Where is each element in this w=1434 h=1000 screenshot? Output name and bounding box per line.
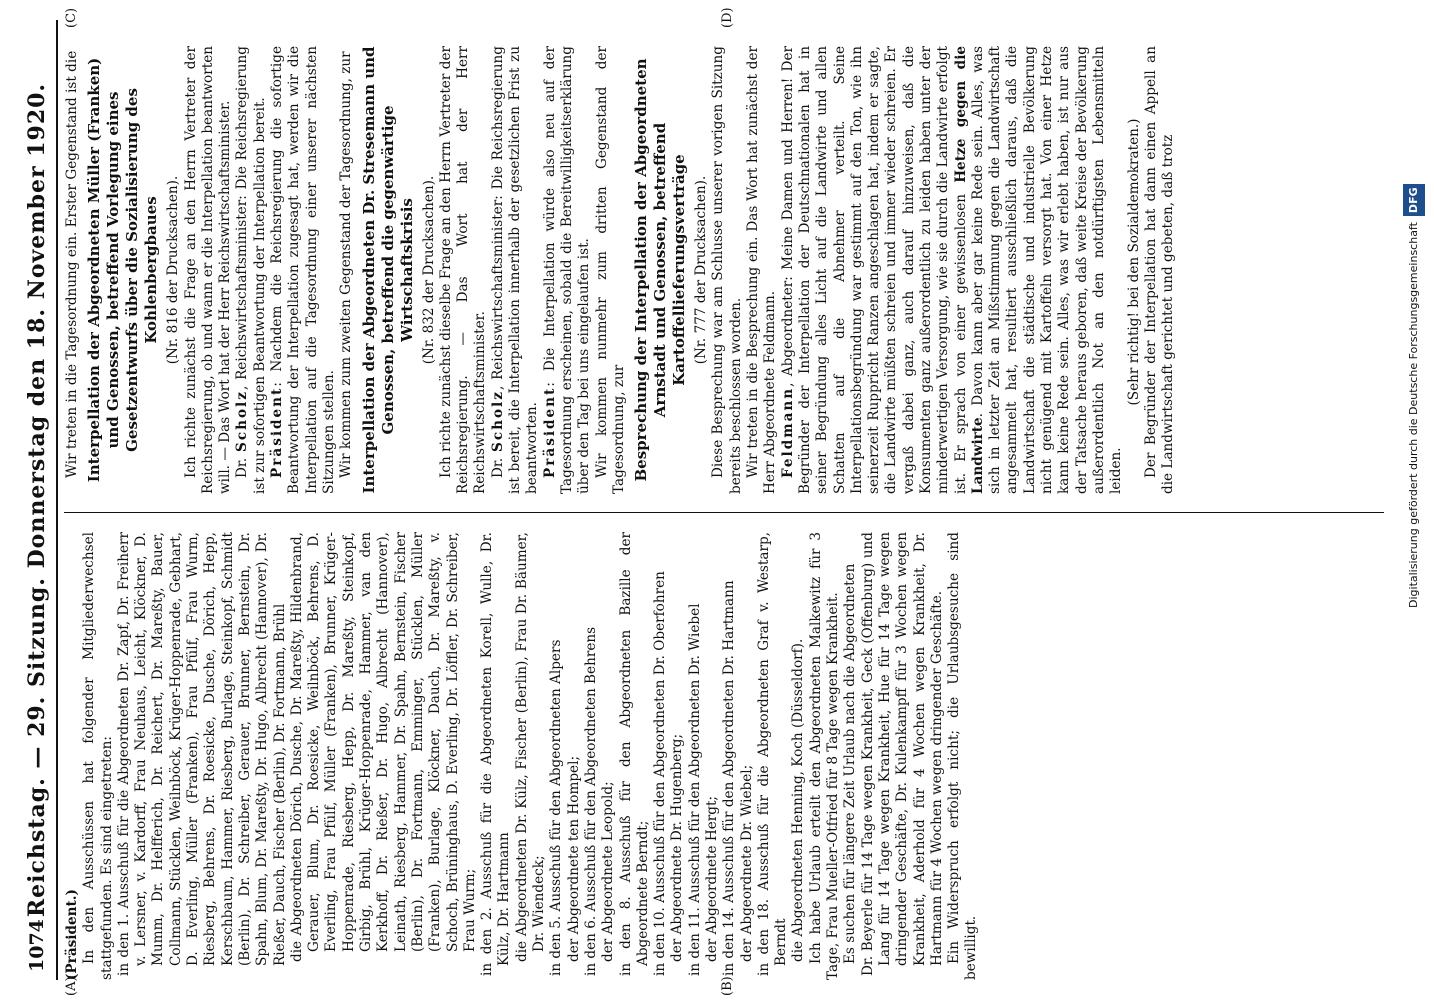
digitization-note (1403, 8, 1427, 608)
committee-replacement: der Abgeordnete ten Hompel; (565, 755, 582, 962)
paragraph: Ich richte zunächst die Frage an den Herrn Vertreter der Reichsregierung, ob und wann er die Interpellation beantworten will. — Das Wort hat der Herr Reichswirtschaftsminister. (182, 46, 234, 494)
speech-text: : Nachdem die Reichsregierung die sofortige Beantwortung der Interpellation zugesagt hat, werden wir die Interpellation auf die Tagesordnung einer unserer nächsten Sitzungen stellen. (269, 46, 337, 494)
committee-entry: in den 14. Ausschuß für den Abgeordneten Dr. Hartmann (721, 580, 738, 976)
committee-replacement: der Abgeordnete Dr. Wiebel; (738, 764, 755, 962)
left-column (64, 532, 981, 980)
paragraph: Wir kommen zum zweiten Gegenstand der Tagesordnung, zur (338, 51, 355, 478)
page-title: Reichstag. — 29. Sitzung. Donnerstag den 18. November 1920. (24, 82, 50, 918)
speech-text: : Die Interpellation würde also neu auf der Tagesordnung erscheinen, sobald die Bereitwilligkeitserklärung über den Tag bei uns eingelaufen ist. (541, 46, 593, 494)
speech-text: . Davon kann aber gar keine Rede sein. Alles, was sich in letzter Zeit an Mißstimmung gegen die Landwirtschaft angesammelt hat, resultiert ausschließlich daraus, daß die Landwirtschaft die städtische und industrielle Bevölkerung nicht genügend mit Kartoffeln versorgt hat. Von einer Hetze kann keine Rede sein. Alles, was wir erlebt haben, ist nur aus der Tatsache heraus geboren, daß weite Kreise der Bevölkerung außerordentlich Not an den notdürftigsten Lebensmitteln leiden. (969, 46, 1125, 494)
leave-requests: Dr. Beyerle für 14 Tage wegen Krankheit, Geck (Offenburg) und Lang für 14 Tage wegen Krankheit, Hue für 14 Tage wegen dringender Geschäfte, Dr. Kulenkampff für 3 Wochen wegen Krankheit, Aderhold für 4 Wochen wegen Krankheit, Dr. Hartmann für 4 Wochen wegen dringender Geschäfte. (859, 532, 945, 976)
committee-entry: in den 10. Ausschuß für den Abgeordneten Dr. Oberfohren (652, 571, 669, 976)
agenda-reference: (Nr. 832 der Drucksachen). (420, 175, 437, 365)
right-column (64, 46, 1177, 494)
paragraph: Diese Besprechung war am Schlusse unserer vorigen Sitzung bereits beschlossen worden. (710, 46, 744, 494)
column-divider (64, 512, 1384, 513)
agenda-reference: (Nr. 777 der Drucksachen). (693, 175, 710, 365)
digitization-note-text: Digitalisierung gefördert durch die Deutsche Forschungsgemeinschaft (1407, 222, 1420, 608)
paragraph: Ich habe Urlaub erteilt den Abgeordneten Malkewitz für 3 Tage, Frau Mueller-Otfried für 8 Tage wegen Krankheit. (807, 532, 842, 980)
speaker-name: Präsident (541, 386, 558, 478)
speaker-name: Scholz (234, 390, 251, 452)
emphasis: Hetze gegen die Landwirte (952, 45, 986, 494)
page-number: 1074 (26, 919, 48, 972)
interjection: (Sehr richtig! bei den Sozialdemokraten.) (1125, 118, 1142, 406)
speaker-prefix: Dr. (489, 451, 506, 478)
paragraph: Der Begründer der Interpellation hat dann einen Appell an die Landwirtschaft gerichtet und gebeten, daß trotz (1142, 46, 1177, 494)
committee-entry: in den 6. Ausschuß für den Abgeordneten Behrens (582, 626, 599, 976)
paragraph (234, 46, 269, 494)
speech-text: , Reichswirtschaftsminister: Die Reichsregierung ist zur sofortigen Beantwortung der Interpellation bereit. (234, 46, 268, 494)
committee-replacement: die Abgeordneten Dörich, Dusche, Dr. Mareßty, Hildenbrand, Gerauer, Blum, Dr. Roesicke, Weilnböck, Behrens, D. Everling, Frau Pfülf, Müller (Franken), Brunner, Krüger-Hoppenrade, Riesberg, Hepp, Dr. Mareßty, Steinkopf, Girbig, Brühl, Krüger-Hoppenrade, Hammer, van den Kerkhoff, Dr. Rießer, Dr. Hugo, Albrecht (Hannover), Leinath, Riesberg, Hammer, Dr. Spahn, Bernstein, Fischer (Berlin), Dr. Fortmann, Emminger, Stücklen, Müller (Franken), Burlage, Klöckner, Dauch, Dr. Mareßty, v. Schoch, Brüninghaus, D. Everling, Dr. Löffler, Dr. Schreiber, Frau Wurm; (288, 532, 478, 962)
paragraph: Es suchen für längere Zeit Urlaub nach die Abgeordneten (842, 563, 859, 964)
committee-entry: in den 1. Ausschuß für die Abgeordneten Dr. Zapf, Dr. Freiherr v. Lersner, v. Kardorff, Frau Neuhaus, Leicht, Klöckner, D. Mumm, Dr. Helfferich, Dr. Reichert, Dr. Mareßty, Bauer, Collmann, Stücklen, Weilnböck, Krüger-Hoppenrade, Gebhart, D. Everling, Müller (Franken), Frau Pfülf, Frau Wurm, Riesberg, Behrens, Dr. Roesicke, Dusche, Dörich, Hepp, Kerschbaum, Hammer, Riesberg, Burlage, Steinkopf, Schmidt (Berlin), Dr. Schreiber, Gerauer, Brunner, Bernstein, Dr. Spahn, Blum, Dr. Mareßty, Dr. Hugo, Albrecht (Hannover), Dr. Rießer, Dauch, Fischer (Berlin), Dr. Fortmann, Brühl (115, 532, 288, 976)
paragraph (780, 46, 1126, 494)
paragraph: Ich richte zunächst dieselbe Frage an den Herrn Vertreter der Reichsregierung. — Das Wort hat der Herr Reichswirtschaftsminister. (437, 46, 489, 494)
speaker-name: Präsident (269, 386, 286, 478)
speaker-prefix: Dr. (234, 451, 251, 478)
committee-entry: in den 11. Ausschuß für den Abgeordneten Dr. Wiebel (686, 603, 703, 976)
agenda-heading: Interpellation der Abgeordneten Dr. Stresemann und Genossen, betreffend die gegenwärtige Wirtschaftskrisis (359, 46, 416, 494)
paragraph (490, 46, 542, 494)
header-rule (56, 20, 58, 980)
margin-letter-a: (A) (64, 976, 79, 996)
paragraph: Wir treten in die Tagesordnung ein. Erster Gegenstand ist die (64, 50, 80, 478)
speech-text: , Reichswirtschaftsminister: Die Reichsregierung ist bereit, die Interpellation innerhalb der gesetzlichen Frist zu beantworten. (489, 46, 541, 494)
committee-entry: in den 2. Ausschuß für die Abgeordneten Korell, Wulle, Dr. Külz, Dr. Hartmann (479, 532, 513, 976)
paragraph: Wir treten in die Besprechung ein. Das Wort hat zunächst der Herr Abgeordnete Feldmann. (745, 46, 779, 494)
agenda-heading: Interpellation der Abgeordneten Müller (Franken) und Genossen, betreffend Vorlegung eines Gesetzentwurfs über die Sozialisierung des Kohlenbergbaues (85, 57, 161, 483)
paragraph (269, 46, 338, 494)
committee-entry: in den 8. Ausschuß für den Abgeordneten Bazille der Abgeordnete Berndt; (617, 532, 651, 976)
committee-replacement: der Abgeordnete Hergt; (703, 796, 720, 962)
speech-text: , Abgeordneter: Meine Damen und Herren! Der Begründer der Interpellation der Deutschnationalen hat in seiner Begründung alles Licht auf die Landwirte und allen Schatten auf die Abnehmer verteilt. Seine Interpellationsbegründung war gestimmt auf den Ton, wie ihn seinerzeit Ruppricht Ranzen angeschlagen hat, indem er sagte, die Landwirte müßten schreien und immer wieder schreien. Er vergaß dabei ganz, auch darauf hinzuweisen, daß die Konsumenten ganz außerordentlich zu leiden haben unter der minderwertigen Versorgung, wie sie durch die Landwirte erfolgt ist. Er sprach von einer gewissenlosen (779, 46, 969, 494)
speaker-name: Scholz (489, 390, 506, 452)
margin-letter-c: (C) (64, 7, 79, 28)
committee-replacement: der Abgeordnete Dr. Hugenberg; (669, 733, 686, 962)
speaker-label: (Präsident.) (64, 889, 80, 980)
paragraph: Wir kommen nunmehr zum dritten Gegenstand der Tagesordnung, zur (593, 46, 627, 494)
committee-entry: in den 5. Ausschuß für den Abgeordneten Alpers (548, 639, 565, 976)
margin-letter-d: (D) (720, 7, 735, 28)
page-header (20, 20, 54, 980)
paragraph: Ein Widerspruch erfolgt nicht; die Urlaubsgesuche sind bewilligt. (946, 532, 980, 980)
committee-entry: in den 18. Ausschuß für die Abgeordneten Graf v. Westarp, Berndt (755, 532, 790, 976)
agenda-heading: Besprechung der Interpellation der Abgeordneten Arnstadt und Genossen, betreffend Kartoffellieferungsverträge (632, 58, 689, 482)
paragraph (542, 46, 594, 494)
margin-letter-b: (B) (720, 976, 735, 996)
agenda-reference: (Nr. 816 der Drucksachen). (165, 175, 182, 365)
dfg-logo: DFG (1403, 184, 1425, 216)
rotated-document-page (20, 7, 1390, 996)
speaker-name: Feldmann (779, 386, 796, 478)
committee-replacement: der Abgeordnete Leopold; (600, 781, 617, 962)
committee-replacement: die Abgeordneten Henning, Koch (Düsseldorf). (790, 638, 807, 962)
committee-replacement: die Abgeordneten Dr. Külz, Fischer (Berlin), Frau Dr. Bäumer, Dr. Wiendeck; (513, 532, 548, 962)
paragraph: In den Ausschüssen hat folgender Mitgliederwechsel stattgefunden. Es sind eingetreten: (81, 532, 115, 980)
